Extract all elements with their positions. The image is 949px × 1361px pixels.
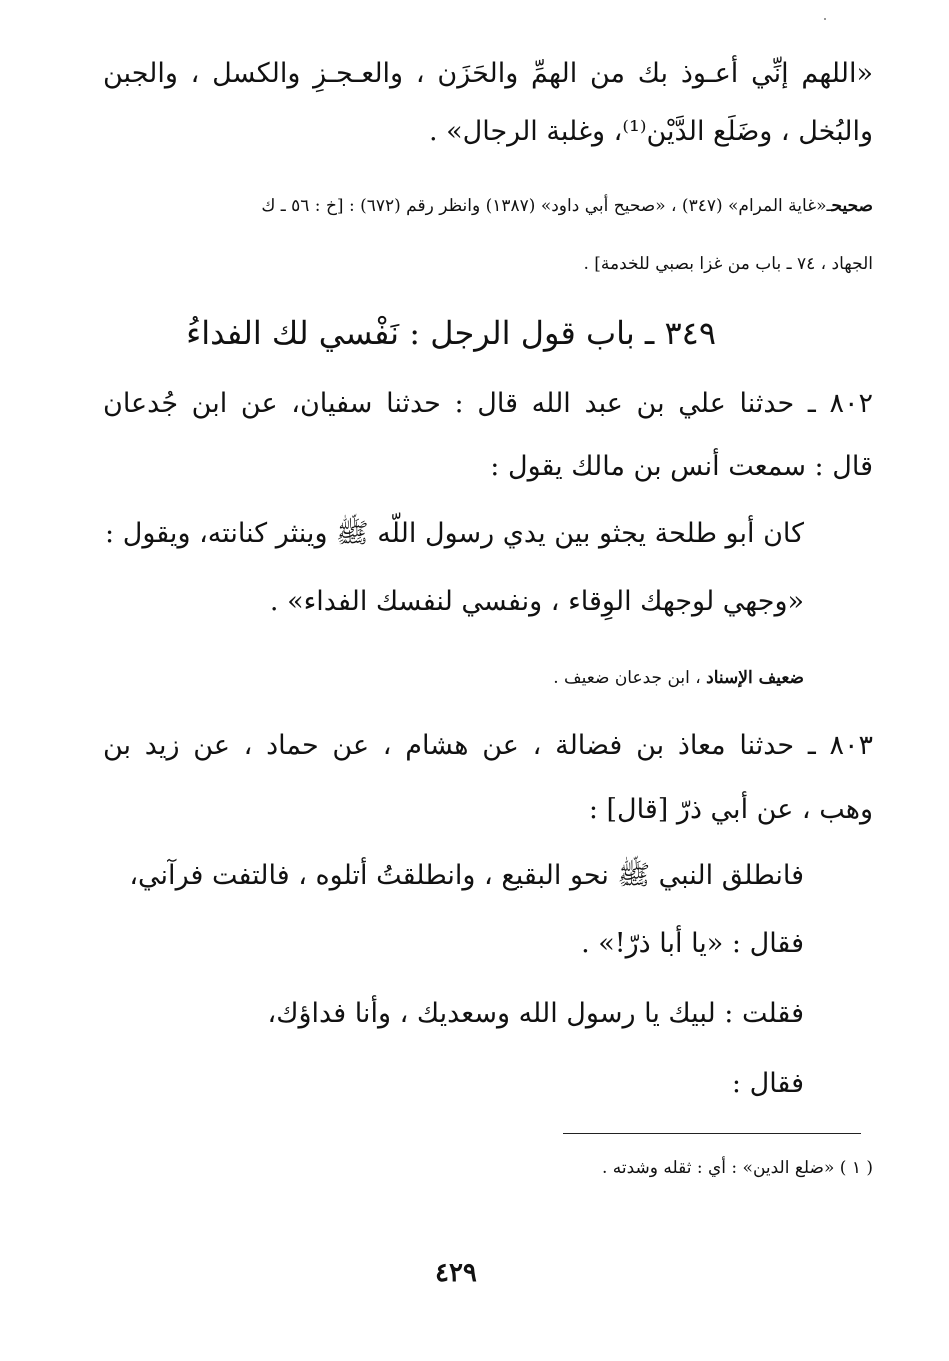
footnote-1: ( ١ ) «ضلع الدين» : أي : ثقله وشدته . (601, 1158, 873, 1178)
hadith-802-line-3: كان أبو طلحة يجثو بين يدي رسول اللّه ﷺ وينثر كنانته، ويقول : (105, 518, 804, 549)
dua-line-1: «اللهم إنِّي أعـوذ بك من الهمِّ والحَزَن ، والعـجـزِ والكسل ، والجبن (103, 58, 873, 89)
grade-note-2-text: ، ابن جدعان ضعيف . (553, 668, 701, 688)
chapter-heading: ٣٤٩ ـ باب قول الرجل : نَفْسي لك الفداءُ (186, 314, 716, 352)
page-number: ٤٢٩ (435, 1258, 477, 1288)
grade-label-daif: ضعيف الإسناد (706, 668, 804, 688)
scan-speck (824, 18, 826, 20)
grade-note-2 (553, 668, 804, 688)
grade-note-1 (261, 196, 873, 216)
hadith-802-line-2: قال : سمعت أنس بن مالك يقول : (490, 451, 873, 482)
hadith-803-line-2: وهب ، عن أبي ذرّ [قال] : (588, 794, 873, 825)
footnote-separator (563, 1133, 861, 1134)
grade-note-1-text: ـ«غاية المرام» (٣٤٧) ، «صحيح أبي داود» (١٣٨٧) وانظر رقم (٦٧٢) : [خ : ٥٦ ـ ك (261, 196, 832, 216)
hadith-803-line-4: فقال : «يا أبا ذرّ!» . (581, 928, 804, 959)
hadith-803-line-6: فقال : (731, 1068, 804, 1099)
hadith-802-line-1: ٨٠٢ ـ حدثنا علي بن عبد الله قال : حدثنا سفيان، عن ابن جُدعان (103, 388, 873, 419)
hadith-803-line-5: فقلت : لبيك يا رسول الله وسعديك ، وأنا فداؤك، (267, 998, 804, 1029)
grade-label-sahih: صحيح (831, 196, 873, 216)
hadith-802-line-4: «وجهي لوجهك الوِقاء ، ونفسي لنفسك الفداء» . (269, 586, 804, 617)
hadith-803-line-3: فانطلق النبي ﷺ نحو البقيع ، وانطلقتُ أتلوه ، فالتفت فرآني، (129, 860, 804, 891)
dua-line-2: والبُخل ، وضَلَع الدَّيْن⁽¹⁾، وغلبة الرجال» . (428, 116, 873, 147)
grade-note-1-line-2: الجهاد ، ٧٤ ـ باب من غزا بصبي للخدمة] . (583, 254, 873, 274)
hadith-803-line-1: ٨٠٣ ـ حدثنا معاذ بن فضالة ، عن هشام ، عن حماد ، عن زيد بن (103, 730, 873, 761)
